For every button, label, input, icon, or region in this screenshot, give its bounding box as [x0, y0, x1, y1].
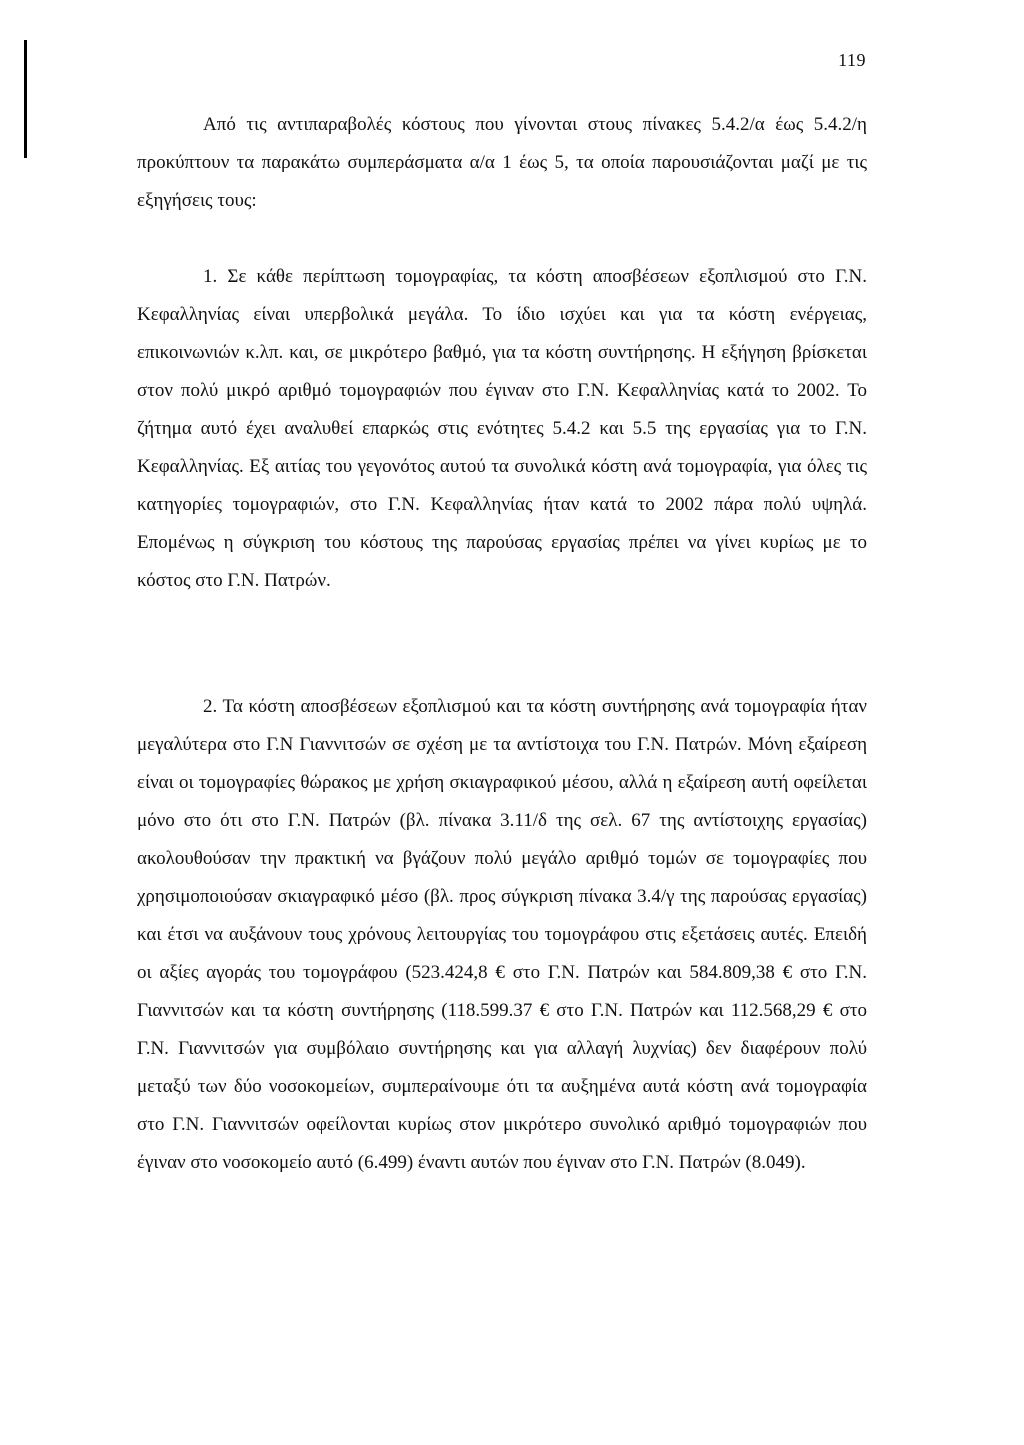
conclusion-item-1: 1. Σε κάθε περίπτωση τομογραφίας, τα κόστη αποσβέσεων εξοπλισμού στο Γ.Ν. Κεφαλληνίας είναι υπερβολικά μεγάλα. Το ίδιο ισχύει και για τα κόστη ενέργειας, επικοινωνιών κ.λπ. και, σε μικρότερο βαθμό, για τα κόστη συντήρησης. Η εξήγηση βρίσκεται στον πολύ μικρό αριθμό τομογραφιών που έγιναν στο Γ.Ν. Κεφαλληνίας κατά το 2002. Το ζήτημα αυτό έχει αναλυθεί επαρκώς στις ενότητες 5.4.2 και 5.5 της εργασίας για το Γ.Ν. Κεφαλληνίας. Εξ αιτίας του γεγονότος αυτού τα συνολικά κόστη ανά τομογραφία, για όλες τις κατηγορίες τομογραφιών, στο Γ.Ν. Κεφαλληνίας ήταν κατά το 2002 πάρα πολύ υψηλά. Επομένως η σύγκριση του κόστους της παρούσας εργασίας πρέπει να γίνει κυρίως με το κόστος στο Γ.Ν. Πατρών. [137, 266, 867, 591]
page-number: 119 [838, 50, 866, 70]
intro-paragraph: Από τις αντιπαραβολές κόστους που γίνονται στους πίνακες 5.4.2/α έως 5.4.2/η προκύπτουν τα παρακάτω συμπεράσματα α/α 1 έως 5, τα οποία παρουσιάζονται μαζί με τις εξηγήσεις τους: [137, 114, 867, 211]
conclusion-item-2: 2. Τα κόστη αποσβέσεων εξοπλισμού και τα κόστη συντήρησης ανά τομογραφία ήταν μεγαλύτερα στο Γ.Ν Γιαννιτσών σε σχέση με τα αντίστοιχα του Γ.Ν. Πατρών. Μόνη εξαίρεση είναι οι τομογραφίες θώρακος με χρήση σκιαγραφικού μέσου, αλλά η εξαίρεση αυτή οφείλεται μόνο στο ότι στο Γ.Ν. Πατρών (βλ. πίνακα 3.11/δ της σελ. 67 της αντίστοιχης εργασίας) ακολουθούσαν την πρακτική να βγάζουν πολύ μεγάλο αριθμό τομών σε τομογραφίες που χρησιμοποιούσαν σκιαγραφικό μέσο (βλ. προς σύγκριση πίνακα 3.4/γ της παρούσας εργασίας) και έτσι να αυξάνουν τους χρόνους λειτουργίας του τομογράφου στις εξετάσεις αυτές. Επειδή οι αξίες αγοράς του τομογράφου (523.424,8 € στο Γ.Ν. Πατρών και 584.809,38 € στο Γ.Ν. Γιαννιτσών και τα κόστη συντήρησης (118.599.37 € στο Γ.Ν. Πατρών και 112.568,29 € στο Γ.Ν. Γιαννιτσών για συμβόλαιο συντήρησης και για αλλαγή λυχνίας) δεν διαφέρουν πολύ μεταξύ των δύο νοσοκομείων, συμπεραίνουμε ότι τα αυξημένα αυτά κόστη ανά τομογραφία στο Γ.Ν. Γιαννιτσών οφείλονται κυρίως στον μικρότερο συνολικό αριθμό τομογραφιών που έγιναν στο νοσοκομείο αυτό (6.499) έναντι αυτών που έγιναν στο Γ.Ν. Πατρών (8.049). [137, 696, 867, 1173]
scan-edge-mark [24, 40, 27, 158]
